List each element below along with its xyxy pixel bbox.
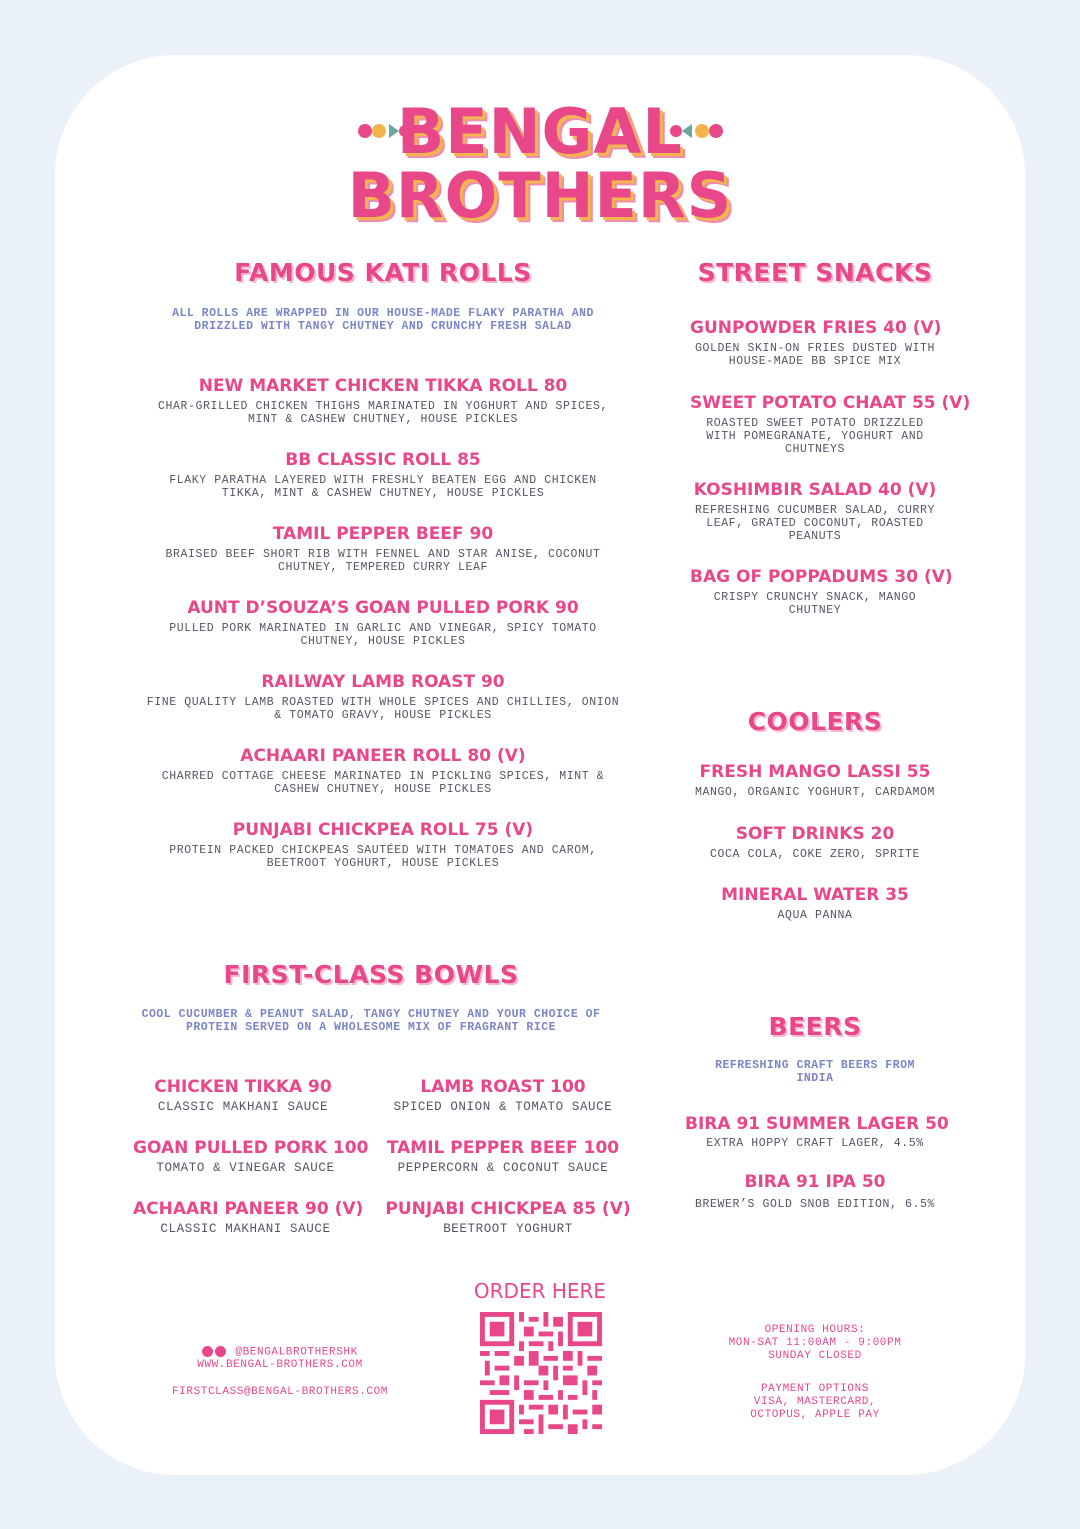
item-name: BIRA 91 SUMMER LAGER 50 [685,1114,949,1134]
item-desc: SPICED ONION & TOMATO SAUCE [393,1100,613,1114]
item-desc: CLASSIC MAKHANI SAUCE [160,1222,331,1236]
menu-item [378,1138,628,1175]
menu-item [685,824,945,861]
item-name: NEW MARKET CHICKEN TIKKA ROLL 80 [198,376,568,396]
menu-item [143,450,623,500]
item-desc: FLAKY PARATHA LAYERED WITH FRESHLY BEATEN EGG AND CHICKEN TIKKA, MINT & CASHEW CHUTNEY, HOUSE PICKLES [169,474,597,500]
menu-item [143,820,623,870]
menu-item [685,885,945,922]
menu-item [133,1138,369,1175]
item-name: PUNJABI CHICKPEA 85 (V) [385,1199,631,1219]
menu-item [690,318,940,368]
item-name: BIRA 91 IPA 50 [744,1172,886,1192]
item-name: BB CLASSIC ROLL 85 [285,450,481,470]
item-name: LAMB ROAST 100 [420,1077,586,1097]
kati-rolls-intro: ALL ROLLS ARE WRAPPED IN OUR HOUSE-MADE FLAKY PARATHA AND DRIZZLED WITH TANGY CHUTNEY AND CRUNCHY FRESH SALAD [172,307,594,333]
item-desc: PEPPERCORN & COCONUT SAUCE [397,1161,609,1175]
payment-title: PAYMENT OPTIONS [760,1383,870,1395]
menu-item [378,1199,638,1236]
item-name: GOAN PULLED PORK 100 [133,1138,369,1158]
street-snacks-title: STREET SNACKS [697,258,933,287]
item-desc: EXTRA HOPPY CRAFT LAGER, 4.5% [706,1137,924,1150]
menu-item [133,1199,364,1236]
menu-item [690,393,971,456]
brand-line1: BENGAL [397,95,683,168]
social-handle-text: @BENGALBROTHERSHK [235,1346,358,1359]
item-desc: CHARRED COTTAGE CHEESE MARINATED IN PICKLING SPICES, MINT & CASHEW CHUTNEY, HOUSE PICKLES [161,770,605,796]
opening-hours-sunday: SUNDAY CLOSED [768,1350,862,1362]
menu-item [133,1077,353,1114]
item-name: TAMIL PEPPER BEEF 90 [272,524,494,544]
menu-item [690,480,940,543]
menu-item [685,762,945,799]
item-name: KOSHIMBIR SALAD 40 (V) [693,480,937,500]
instagram-icon [202,1346,213,1357]
item-desc: CLASSIC MAKHANI SAUCE [157,1100,329,1114]
item-desc: TOMATO & VINEGAR SAUCE [156,1161,335,1175]
item-desc: GOLDEN SKIN-ON FRIES DUSTED WITH HOUSE-MADE BB SPICE MIX [694,342,936,368]
email-link[interactable]: FIRSTCLASS@BENGAL-BROTHERS.COM [171,1386,389,1398]
bowls-title: FIRST-CLASS BOWLS [223,960,519,989]
item-name: TAMIL PEPPER BEEF 100 [386,1138,620,1158]
item-name: GUNPOWDER FRIES 40 (V) [690,318,942,338]
item-name: BAG OF POPPADUMS 30 (V) [690,567,953,587]
item-desc: CRISPY CRUNCHY SNACK, MANGO CHUTNEY [713,591,917,617]
item-name: ACHAARI PANEER ROLL 80 (V) [240,746,526,766]
item-desc: MANGO, ORGANIC YOGHURT, CARDAMOM [694,786,936,799]
item-desc: BREWER’S GOLD SNOB EDITION, 6.5% [694,1198,936,1211]
item-desc: AQUA PANNA [777,909,853,922]
menu-item [685,1114,949,1150]
item-desc: ROASTED SWEET POTATO DRIZZLED WITH POMEGRANATE, YOGHURT AND CHUTNEYS [706,417,924,456]
beers-title: BEERS [768,1012,862,1041]
item-name: SOFT DRINKS 20 [735,824,895,844]
qr-code-icon[interactable] [480,1312,602,1434]
item-name: RAILWAY LAMB ROAST 90 [261,672,505,692]
item-desc: BRAISED BEEF SHORT RIB WITH FENNEL AND STAR ANISE, COCONUT CHUTNEY, TEMPERED CURRY LEAF [165,548,601,574]
payment-line2: OCTOPUS, APPLE PAY [750,1409,880,1421]
menu-item [143,524,623,574]
facebook-icon [215,1346,226,1357]
menu-item [685,1172,945,1211]
item-desc: FINE QUALITY LAMB ROASTED WITH WHOLE SPICES AND CHILLIES, ONION & TOMATO GRAVY, HOUSE PICKLES [146,696,620,722]
menu-item [690,567,953,617]
item-desc: CHAR-GRILLED CHICKEN THIGHS MARINATED IN YOGHURT AND SPICES, MINT & CASHEW CHUTNEY, HOUSE PICKLES [157,400,609,426]
menu-item [143,598,623,648]
bowls-intro: COOL CUCUMBER & PEANUT SALAD, TANGY CHUTNEY AND YOUR CHOICE OF PROTEIN SERVED ON A WHOLESOME MIX OF FRAGRANT RICE [141,1008,601,1034]
beers-intro: REFRESHING CRAFT BEERS FROM INDIA [715,1059,915,1085]
item-name: CHICKEN TIKKA 90 [154,1077,332,1097]
payment-line1: VISA, MASTERCARD, [753,1396,877,1408]
item-name: AUNT D’SOUZA’S GOAN PULLED PORK 90 [187,598,579,618]
brand-line2: BROTHERS [347,159,733,232]
menu-item [378,1077,628,1114]
item-name: ACHAARI PANEER 90 (V) [133,1199,364,1219]
item-name: PUNJABI CHICKPEA ROLL 75 (V) [232,820,534,840]
social-handle[interactable] [160,1346,400,1359]
opening-hours-weekdays: MON-SAT 11:00AM - 9:00PM [728,1337,902,1349]
item-desc: COCA COLA, COKE ZERO, SPRITE [709,848,921,861]
item-name: FRESH MANGO LASSI 55 [699,762,931,782]
item-desc: PROTEIN PACKED CHICKPEAS SAUTÉED WITH TOMATOES AND CAROM, BEETROOT YOGHURT, HOUSE PICKLES [169,844,597,870]
coolers-title: COOLERS [747,707,883,736]
item-desc: PULLED PORK MARINATED IN GARLIC AND VINEGAR, SPICY TOMATO CHUTNEY, HOUSE PICKLES [169,622,597,648]
menu-item [143,672,623,722]
item-desc: BEETROOT YOGHURT [443,1222,573,1236]
item-name: SWEET POTATO CHAAT 55 (V) [690,393,971,413]
menu-item [143,746,623,796]
item-name: MINERAL WATER 35 [721,885,909,905]
opening-hours-title: OPENING HOURS: [764,1324,866,1336]
order-here-label: ORDER HERE [473,1279,607,1303]
kati-rolls-title: FAMOUS KATI ROLLS [234,258,532,287]
menu-item [143,376,623,426]
item-desc: REFRESHING CUCUMBER SALAD, CURRY LEAF, GRATED COCONUT, ROASTED PEANUTS [694,504,936,543]
website-link[interactable]: WWW.BENGAL-BROTHERS.COM [197,1359,363,1371]
